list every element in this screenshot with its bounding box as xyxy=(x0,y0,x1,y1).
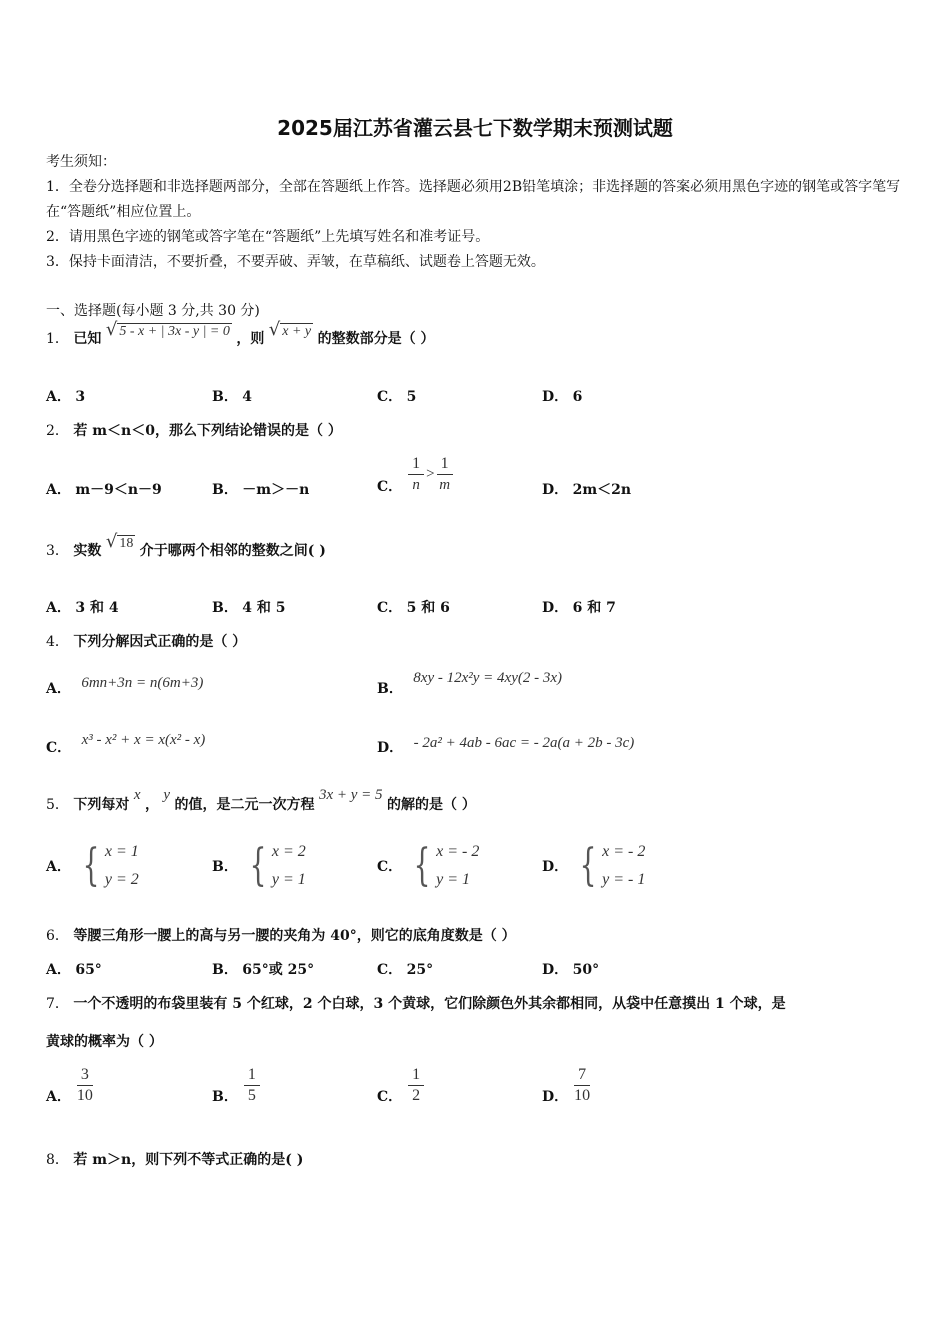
q3-option-a[interactable] xyxy=(46,597,119,617)
fraction xyxy=(408,454,424,495)
option-label: B． xyxy=(377,681,403,697)
question-3 xyxy=(46,530,326,562)
q6-option-d[interactable] xyxy=(542,959,599,979)
option-label: C． xyxy=(377,600,403,616)
numerator: 1 xyxy=(408,1065,424,1086)
option-value: 4 和 5 xyxy=(242,600,286,616)
brace-icon: { xyxy=(413,840,431,891)
question-text: 的值，是二元一次方程 xyxy=(174,797,315,813)
q6-option-b[interactable] xyxy=(212,959,314,979)
q4-option-d[interactable] xyxy=(377,732,635,756)
q3-option-d[interactable] xyxy=(542,597,616,617)
option-value: m－9＜n－9 xyxy=(75,482,162,498)
q7-option-a[interactable] xyxy=(46,1064,93,1106)
option-label: D． xyxy=(542,600,569,616)
denominator: 10 xyxy=(574,1086,591,1104)
q6-option-c[interactable] xyxy=(377,959,433,979)
page-title: 2025届江苏省灌云县七下数学期末预测试题 xyxy=(277,116,673,140)
system-row: x = - 2 xyxy=(602,843,646,860)
question-6 xyxy=(46,925,516,945)
notice-item-2: 2．请用黑色字迹的钢笔或答字笔在“答题纸”上先填写姓名和准考证号。 xyxy=(46,229,490,245)
question-2 xyxy=(46,420,342,440)
denominator: 5 xyxy=(247,1086,256,1104)
option-label: C． xyxy=(377,1089,403,1105)
question-text: 黄球的概率为（ ） xyxy=(46,1034,163,1050)
question-number: 6． xyxy=(46,928,69,944)
option-label: D． xyxy=(542,962,569,978)
q2-option-b[interactable] xyxy=(212,479,309,499)
denominator: n xyxy=(412,476,420,493)
q5-option-c[interactable] xyxy=(377,838,479,894)
q4-option-a[interactable] xyxy=(46,672,204,697)
question-8 xyxy=(46,1149,303,1169)
brace-icon: { xyxy=(82,840,100,891)
fraction xyxy=(408,1065,424,1106)
question-number: 8． xyxy=(46,1152,69,1168)
greater-than: > xyxy=(426,465,435,482)
condition-expression: 5 - x + | 3x - y | = 0 xyxy=(119,323,230,339)
option-value: －m＞－n xyxy=(242,482,310,498)
option-label: A． xyxy=(46,962,71,978)
question-number: 2． xyxy=(46,423,69,439)
q4-option-c[interactable] xyxy=(46,729,206,756)
question-number: 7． xyxy=(46,996,69,1012)
q5-option-d[interactable] xyxy=(542,838,645,894)
option-label: A． xyxy=(46,1089,71,1105)
question-number: 4． xyxy=(46,634,69,650)
question-4 xyxy=(46,631,246,651)
equation-system xyxy=(244,838,306,894)
q2-option-a[interactable] xyxy=(46,479,162,499)
option-value: 6 和 7 xyxy=(572,600,616,616)
sqrt-expression: √ 18 xyxy=(105,530,134,552)
q7-option-c[interactable] xyxy=(377,1064,424,1106)
option-value: 5 xyxy=(406,389,417,405)
option-label: D． xyxy=(542,1089,569,1105)
option-label: B． xyxy=(212,389,238,405)
q1-option-d[interactable] xyxy=(542,386,582,406)
question-number: 3． xyxy=(46,543,69,559)
option-math: 6mn+3n = n(6m+3) xyxy=(81,675,204,691)
system-row: y = - 1 xyxy=(602,871,646,888)
option-label: B． xyxy=(212,962,238,978)
q2-option-c[interactable] xyxy=(377,452,453,496)
option-value: 5 和 6 xyxy=(406,600,450,616)
numerator: 7 xyxy=(574,1065,590,1086)
option-value: 65° xyxy=(75,962,102,978)
question-text: 介于哪两个相邻的整数之间( ) xyxy=(139,543,326,559)
question-text: ，则 xyxy=(236,331,265,347)
notice-item-3: 3．保持卡面清洁，不要折叠，不要弄破、弄皱，在草稿纸、试题卷上答题无效。 xyxy=(46,254,545,270)
notice-item-1: 1．全卷分选择题和非选择题两部分，全部在答题纸上作答。选择题必须用2B铅笔填涂；非选择题的答案必须用黑色字迹的钢笔或答字笔写在“答题纸”相应位置上。 xyxy=(46,179,901,220)
option-label: A． xyxy=(46,600,71,616)
q1-option-b[interactable] xyxy=(212,386,252,406)
option-value: 4 xyxy=(242,389,253,405)
system-row: x = - 2 xyxy=(436,843,480,860)
sqrt-expression: √ x + y xyxy=(268,318,312,340)
option-label: C． xyxy=(377,859,403,875)
system-row: x = 2 xyxy=(271,843,306,860)
question-text: 的解的是（ ） xyxy=(387,797,476,813)
question-5 xyxy=(46,787,476,814)
fraction xyxy=(574,1065,590,1106)
q7-option-b[interactable] xyxy=(212,1064,260,1106)
brace-icon: { xyxy=(249,840,267,891)
equation-system xyxy=(77,838,139,894)
denominator: m xyxy=(439,476,451,493)
option-value: 50° xyxy=(572,962,600,978)
question-text: 下列分解因式正确的是（ ） xyxy=(73,634,247,650)
q1-option-a[interactable] xyxy=(46,386,85,406)
system-row: y = 1 xyxy=(271,871,306,888)
equation-system xyxy=(574,838,645,894)
variable-y: y xyxy=(163,787,171,803)
numerator: 1 xyxy=(244,1065,260,1086)
numerator: 1 xyxy=(437,454,453,475)
radicand: x + y xyxy=(282,323,312,339)
option-value: 3 和 4 xyxy=(75,600,119,616)
option-label: D． xyxy=(542,389,569,405)
q2-option-d[interactable] xyxy=(542,479,631,499)
denominator: 10 xyxy=(76,1086,93,1104)
option-math: - 2a² + 4ab - 6ac = - 2a(a + 2b - 3c) xyxy=(413,735,635,751)
brace-icon: { xyxy=(579,840,597,891)
option-label: D． xyxy=(542,859,569,875)
option-label: D． xyxy=(542,482,569,498)
option-label: A． xyxy=(46,859,71,875)
option-label: C． xyxy=(377,479,403,495)
q5-option-a[interactable] xyxy=(46,838,139,894)
option-label: B． xyxy=(212,600,238,616)
equation: 3x + y = 5 xyxy=(318,787,383,803)
system-row: y = 1 xyxy=(436,871,471,888)
q1-option-c[interactable] xyxy=(377,386,416,406)
section-heading: 一、选择题(每小题 3 分,共 30 分) xyxy=(46,303,260,319)
denominator: 2 xyxy=(412,1086,421,1104)
question-text: 实数 xyxy=(73,543,102,559)
fraction xyxy=(244,1065,260,1106)
q3-option-c[interactable] xyxy=(377,597,450,617)
question-1 xyxy=(46,318,435,350)
numerator: 1 xyxy=(408,454,424,475)
option-value: 2m＜2n xyxy=(572,482,632,498)
q4-option-b[interactable] xyxy=(377,667,563,697)
question-text: 下列每对 xyxy=(73,797,130,813)
radicand: 18 xyxy=(119,535,134,551)
option-label: A． xyxy=(46,389,71,405)
option-value: 3 xyxy=(75,389,86,405)
question-text: 的整数部分是（ ） xyxy=(317,331,435,347)
q3-option-b[interactable] xyxy=(212,597,286,617)
question-text: 一个不透明的布袋里装有 5 个红球，2 个白球，3 个黄球，它们除颜色外其余都相同，从袋中任意摸出 1 个球，是 xyxy=(73,996,786,1012)
system-row: x = 1 xyxy=(104,843,139,860)
option-label: C． xyxy=(46,740,72,756)
option-value: 65°或 25° xyxy=(242,962,315,978)
option-math: 8xy - 12x²y = 4xy(2 - 3x) xyxy=(413,670,563,686)
option-value: 25° xyxy=(406,962,434,978)
question-7 xyxy=(46,993,786,1013)
option-label: B． xyxy=(212,859,238,875)
question-text: ， xyxy=(144,797,159,813)
condition-math: √ 5 - x + | 3x - y | = 0 xyxy=(105,318,230,340)
q5-option-b[interactable] xyxy=(212,838,306,894)
q7-option-d[interactable] xyxy=(542,1064,590,1106)
option-label: C． xyxy=(377,389,403,405)
option-label: A． xyxy=(46,681,71,697)
option-label: C． xyxy=(377,962,403,978)
question-text: 若 m＞n，则下列不等式正确的是( ) xyxy=(73,1152,304,1168)
question-text: 已知 xyxy=(73,331,102,347)
numerator: 3 xyxy=(77,1065,93,1086)
equation-system xyxy=(408,838,479,894)
question-text: 等腰三角形一腰上的高与另一腰的夹角为 40°，则它的底角度数是（ ） xyxy=(73,928,516,944)
option-label: B． xyxy=(212,1089,238,1105)
system-row: y = 2 xyxy=(104,871,139,888)
option-value: 6 xyxy=(572,389,583,405)
notice-heading: 考生须知： xyxy=(46,154,116,170)
question-text: 若 m＜n＜0，那么下列结论错误的是（ ） xyxy=(73,423,342,439)
fraction xyxy=(77,1065,93,1106)
question-number: 1． xyxy=(46,331,69,347)
option-math: x³ - x² + x = x(x² - x) xyxy=(81,732,206,748)
question-7-continued xyxy=(46,1031,163,1051)
option-label: B． xyxy=(212,482,238,498)
variable-x: x xyxy=(133,787,141,803)
fraction xyxy=(437,454,453,495)
question-number: 5． xyxy=(46,797,69,813)
option-label: D． xyxy=(377,740,404,756)
q6-option-a[interactable] xyxy=(46,959,102,979)
option-label: A． xyxy=(46,482,71,498)
